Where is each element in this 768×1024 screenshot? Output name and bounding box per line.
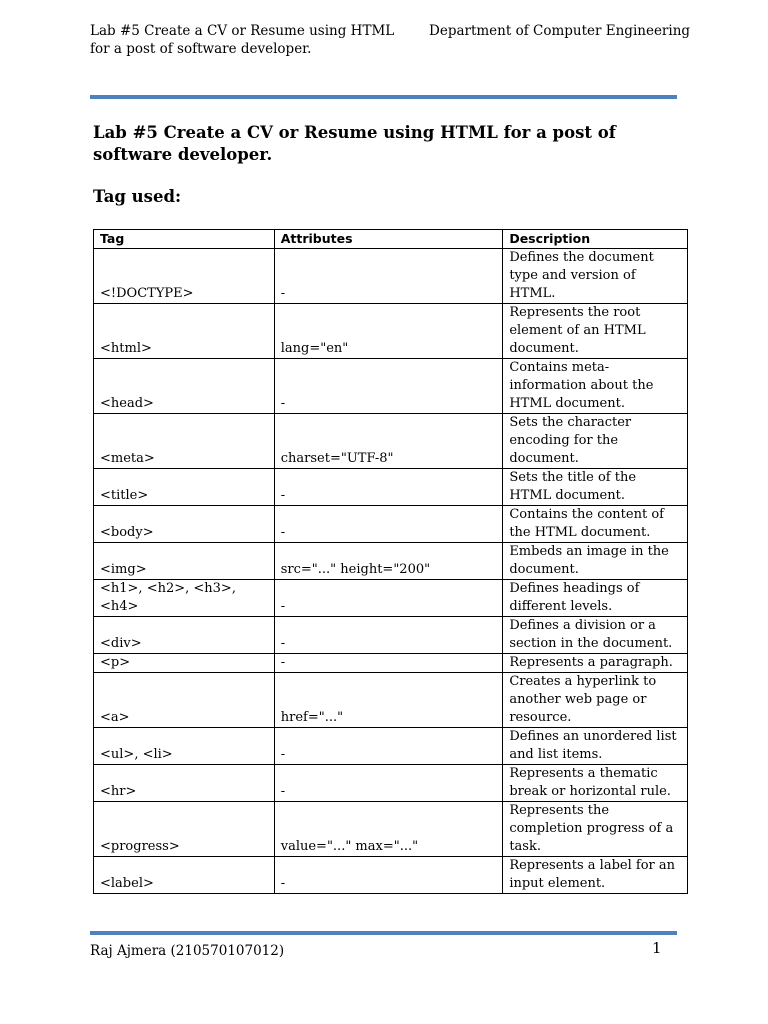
header-tag: Tag [94,230,275,249]
attributes-cell: - [274,617,503,654]
attributes-cell: - [274,249,503,304]
attributes-cell: - [274,765,503,802]
attributes-cell: href="..." [274,673,503,728]
footer-divider [90,931,677,935]
description-cell: Represents a thematic break or horizontal rule. [503,765,688,802]
tag-cell: <html> [94,304,275,359]
attributes-cell: src="..." height="200" [274,543,503,580]
attributes-cell: - [274,654,503,673]
header-attributes: Attributes [274,230,503,249]
table-row [94,728,688,765]
tags-table [93,229,688,894]
tag-cell: <img> [94,543,275,580]
description-cell: Defines headings of different levels. [503,580,688,617]
header-description: Description [503,230,688,249]
header-department: Department of Computer Engineering [429,23,691,39]
table-row [94,414,688,469]
description-cell: Represents the root element of an HTML document. [503,304,688,359]
description-cell: Represents a paragraph. [503,654,688,673]
table-row [94,617,688,654]
tag-cell: <body> [94,506,275,543]
description-cell: Defines the document type and version of HTML. [503,249,688,304]
table-header-row [94,230,688,249]
table-row [94,673,688,728]
table-row [94,802,688,857]
footer-author: Raj Ajmera (210570107012) [90,943,285,959]
tag-cell: <h1>, <h2>, <h3>, <h4> [94,580,275,617]
description-cell: Defines a division or a section in the document. [503,617,688,654]
table-row [94,654,688,673]
table-row [94,304,688,359]
tag-cell: <head> [94,359,275,414]
page-number: 1 [652,939,662,957]
attributes-cell: value="..." max="..." [274,802,503,857]
attributes-cell: - [274,359,503,414]
description-cell: Defines an unordered list and list items. [503,728,688,765]
table-row [94,469,688,506]
attributes-cell: - [274,728,503,765]
attributes-cell: lang="en" [274,304,503,359]
tag-cell: <p> [94,654,275,673]
tag-cell: <a> [94,673,275,728]
description-cell: Represents the completion progress of a task. [503,802,688,857]
attributes-cell: charset="UTF-8" [274,414,503,469]
tag-cell: <meta> [94,414,275,469]
attributes-cell: - [274,506,503,543]
description-cell: Sets the title of the HTML document. [503,469,688,506]
table-row [94,359,688,414]
tag-cell: <title> [94,469,275,506]
description-cell: Contains meta-information about the HTML document. [503,359,688,414]
description-cell: Sets the character encoding for the document. [503,414,688,469]
header-divider [90,95,677,99]
description-cell: Embeds an image in the document. [503,543,688,580]
attributes-cell: - [274,580,503,617]
tag-cell: <!DOCTYPE> [94,249,275,304]
page-title: Lab #5 Create a CV or Resume using HTML for a post of software developer. [93,123,616,164]
description-cell: Represents a label for an input element. [503,857,688,894]
attributes-cell: - [274,469,503,506]
tag-cell: <div> [94,617,275,654]
attributes-cell: - [274,857,503,894]
tag-cell: <progress> [94,802,275,857]
tag-cell: <label> [94,857,275,894]
tag-cell: <hr> [94,765,275,802]
description-cell: Creates a hyperlink to another web page or resource. [503,673,688,728]
section-heading: Tag used: [93,187,182,206]
table-row [94,249,688,304]
table-row [94,765,688,802]
description-cell: Contains the content of the HTML document. [503,506,688,543]
header-lab-title: Lab #5 Create a CV or Resume using HTML for a post of software developer. [90,23,395,57]
table-row [94,506,688,543]
tag-cell: <ul>, <li> [94,728,275,765]
table-row [94,543,688,580]
table-row [94,857,688,894]
table-row [94,580,688,617]
